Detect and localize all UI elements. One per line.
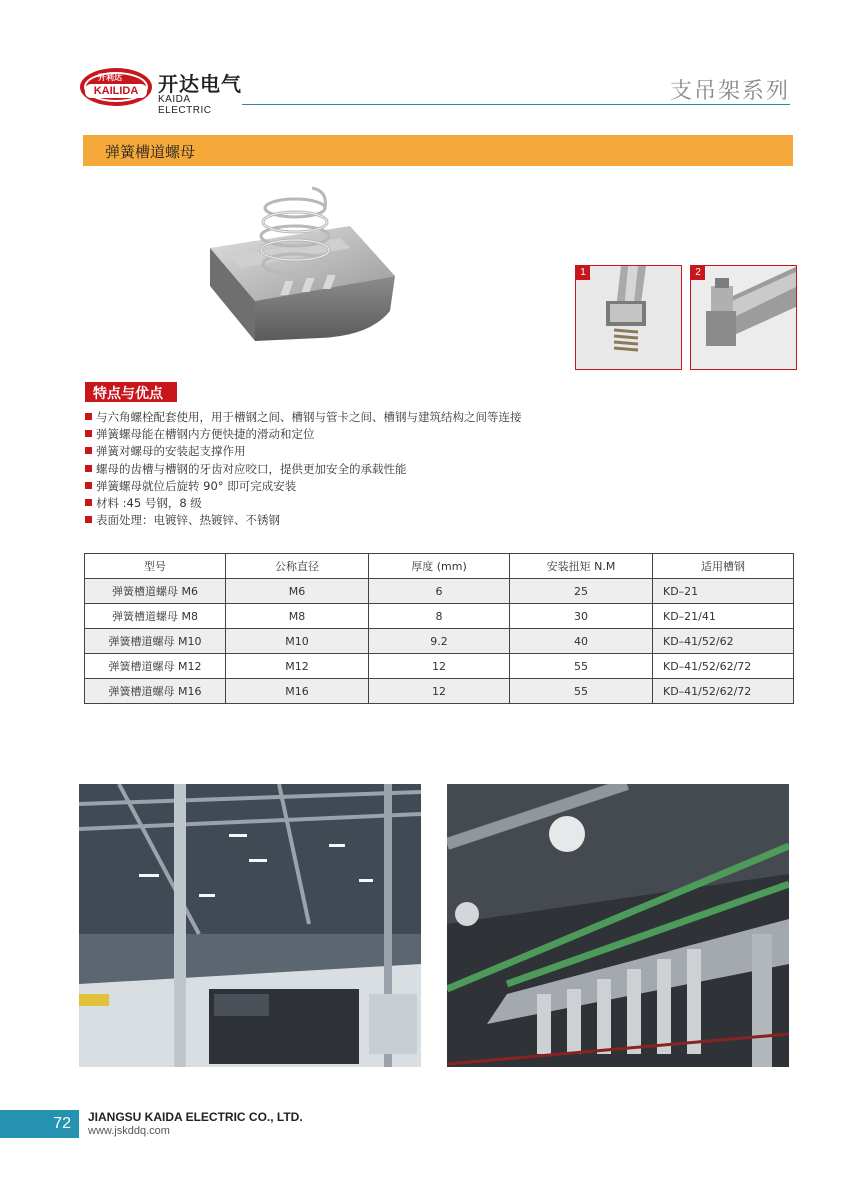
feature-item: 螺母的齿槽与槽钢的牙齿对应咬口，提供更加安全的承载性能 (85, 461, 522, 478)
col-header-diameter: 公称直径 (226, 554, 369, 579)
col-header-torque: 安装扭矩 N.M (510, 554, 653, 579)
col-header-thickness: 厚度 (mm) (369, 554, 510, 579)
table-header-row (85, 554, 794, 579)
section-banner (83, 135, 793, 166)
features-list (85, 409, 522, 529)
feature-item: 材料 :45 号钢，8 级 (85, 495, 522, 512)
logo-chinese-name: 开达电气 (158, 72, 242, 96)
spec-table (84, 553, 794, 704)
table-row: 弹簧槽道螺母 M8 M8 8 30 KD–21/41 (85, 604, 794, 629)
feature-item: 与六角螺栓配套使用，用于槽钢之间、槽钢与管卡之间、槽钢与建筑结构之间等连接 (85, 409, 522, 426)
feature-item: 表面处理：电镀锌、热镀锌、不锈钢 (85, 512, 522, 529)
banner-title: 弹簧槽道螺母 (105, 143, 196, 161)
spring-nut-product-image (200, 186, 400, 351)
inset-number-2: 2 (691, 266, 705, 280)
table-row: 弹簧槽道螺母 M6 M6 6 25 KD–21 (85, 579, 794, 604)
col-header-channel: 适用槽钢 (653, 554, 794, 579)
table-row: 弹簧槽道螺母 M12 M12 12 55 KD–41/52/62/72 (85, 654, 794, 679)
installation-photo-1 (575, 265, 682, 370)
facility-photo-right (447, 784, 789, 1067)
company-website: www.jskddq.com (88, 1125, 170, 1137)
col-header-model: 型号 (85, 554, 226, 579)
feature-item: 弹簧螺母能在槽钢内方便快捷的滑动和定位 (85, 426, 522, 443)
inset-number-1: 1 (576, 266, 590, 280)
company-logo (80, 66, 245, 116)
feature-item: 弹簧对螺母的安装起支撑作用 (85, 443, 522, 460)
series-title: 支吊架系列 (669, 79, 790, 104)
logo-english-name: KAIDA ELECTRIC (158, 94, 212, 116)
table-row: 弹簧槽道螺母 M16 M16 12 55 KD–41/52/62/72 (85, 679, 794, 704)
logo-badge-name: KAILIDA (85, 84, 147, 98)
installation-photo-2 (690, 265, 797, 370)
feature-item: 弹簧螺母就位后旋转 90° 即可完成安装 (85, 478, 522, 495)
features-heading-text: 特点与优点 (93, 386, 163, 402)
facility-photo-left (79, 784, 421, 1067)
logo-badge (80, 68, 152, 106)
page-number: 72 (0, 1110, 79, 1138)
logo-badge-top-text: 开利达 (98, 73, 122, 82)
table-row: 弹簧槽道螺母 M10 M10 9.2 40 KD–41/52/62 (85, 629, 794, 654)
features-heading (85, 382, 177, 402)
company-name: JIANGSU KAIDA ELECTRIC CO., LTD. (88, 1110, 303, 1124)
